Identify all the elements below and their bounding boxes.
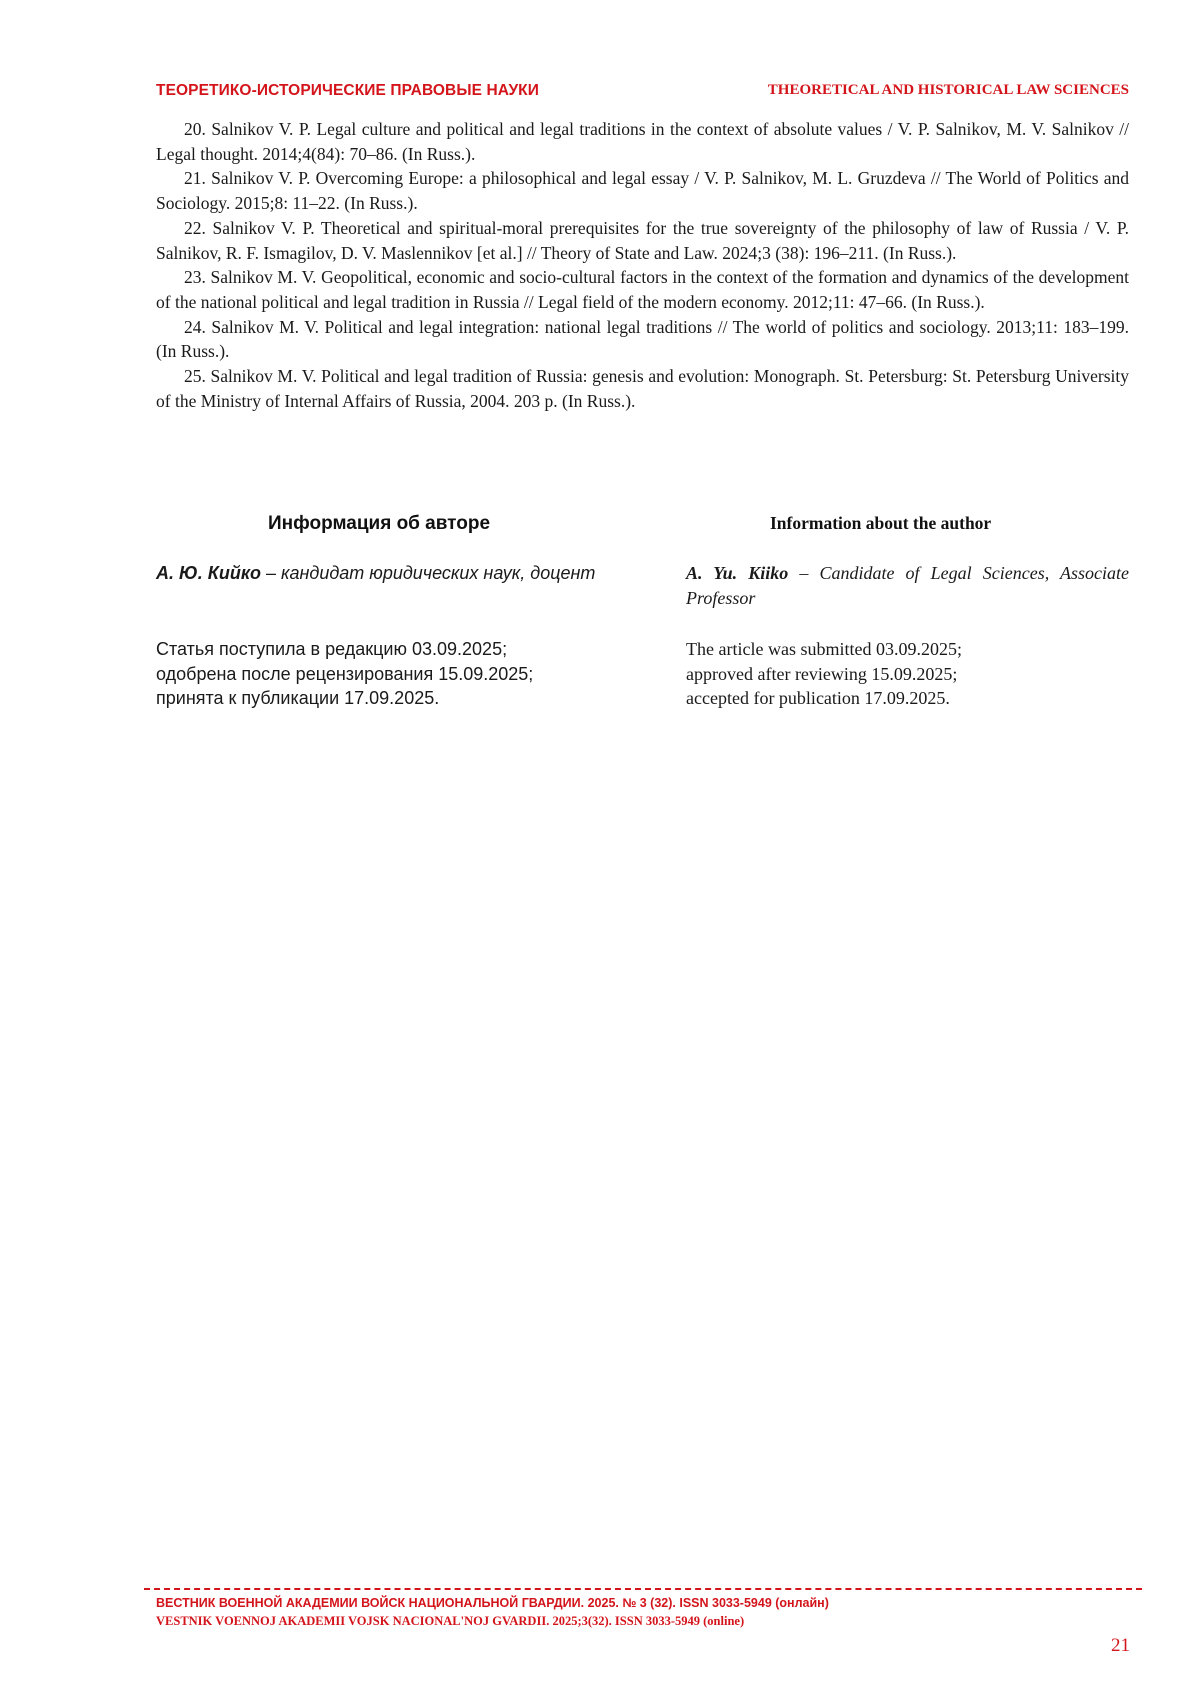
- author-name-en: A. Yu. Kiiko: [686, 563, 789, 583]
- reference-item: 22. Salnikov V. P. Theoretical and spiritual-moral prerequisites for the true sovereignty of the philosophy of law of Russia / V. P. Salnikov, R. F. Ismagilov, D. V. Maslennikov [et al.] // Theory of State and Law. 2024;3 (38): 196–211. (In Russ.).: [156, 217, 1129, 263]
- date-submitted-ru: Статья поступила в редакцию 03.09.2025;: [156, 639, 508, 659]
- author-description-en: [686, 561, 1129, 611]
- reference-list: [156, 117, 1129, 413]
- running-header-en: THEORETICAL AND HISTORICAL LAW SCIENCES: [767, 82, 1129, 98]
- article-dates-en: [686, 637, 1129, 711]
- date-approved-ru: одобрена после рецензирования 15.09.2025;: [156, 663, 534, 684]
- author-name-ru: А. Ю. Кийко: [156, 563, 261, 583]
- author-description-ru: [156, 561, 636, 586]
- reference-item: 23. Salnikov M. V. Geopolitical, economic and socio-cultural factors in the context of the formation and dynamics of the development of the national political and legal tradition in Russia // Legal field of the modern economy. 2012;11: 47–66. (In Russ.).: [156, 267, 1129, 312]
- reference-item: 20. Salnikov V. P. Legal culture and political and legal traditions in the context of absolute values / V. P. Salnikov, M. V. Salnikov // Legal thought. 2014;4(84): 70–86. (In Russ.).: [156, 119, 1129, 164]
- footer-divider: [144, 1588, 1142, 1590]
- date-submitted-en: The article was submitted 03.09.2025;: [686, 639, 962, 659]
- author-degree-en: – Candidate of Legal Sciences, Associate Professor: [686, 563, 1129, 608]
- reference-item: 21. Salnikov V. P. Overcoming Europe: a philosophical and legal essay / V. P. Salnikov, M. L. Gruzdeva // The World of Politics and Sociology. 2015;8: 11–22. (In Russ.).: [156, 168, 1129, 214]
- footer-journal-en: VESTNIK VOENNOJ AKADEMII VOJSK NACIONAL'NOJ GVARDII. 2025;3(32). ISSN 3033-5949 (online): [156, 1614, 745, 1628]
- reference-item: 24. Salnikov M. V. Political and legal integration: national legal traditions // The world of politics and sociology. 2013;11: 183–199. (In Russ.).: [156, 316, 1129, 362]
- author-info-title-ru: Информация об авторе: [268, 513, 491, 534]
- reference-item: 25. Salnikov M. V. Political and legal tradition of Russia: genesis and evolution: Monograph. St. Petersburg: St. Petersburg University of the Ministry of Internal Affairs of Russia, 2004. 203 p. (In Russ.).: [156, 366, 1129, 411]
- author-degree-ru: – кандидат юридических наук, доцент: [260, 563, 596, 583]
- article-dates-ru: [156, 637, 636, 711]
- date-accepted-ru: принята к публикации 17.09.2025.: [156, 688, 440, 708]
- footer-journal-ru: ВЕСТНИК ВОЕННОЙ АКАДЕМИИ ВОЙСК НАЦИОНАЛЬНОЙ ГВАРДИИ. 2025. № 3 (32). ISSN 3033-5949 (онлайн): [156, 1596, 829, 1610]
- author-info-title-en: Information about the author: [770, 513, 992, 533]
- date-accepted-en: accepted for publication 17.09.2025.: [686, 688, 950, 708]
- date-approved-en: approved after reviewing 15.09.2025;: [686, 663, 958, 684]
- page-number: 21: [1111, 1635, 1130, 1656]
- running-header-ru: ТЕОРЕТИКО-ИСТОРИЧЕСКИЕ ПРАВОВЫЕ НАУКИ: [156, 82, 539, 99]
